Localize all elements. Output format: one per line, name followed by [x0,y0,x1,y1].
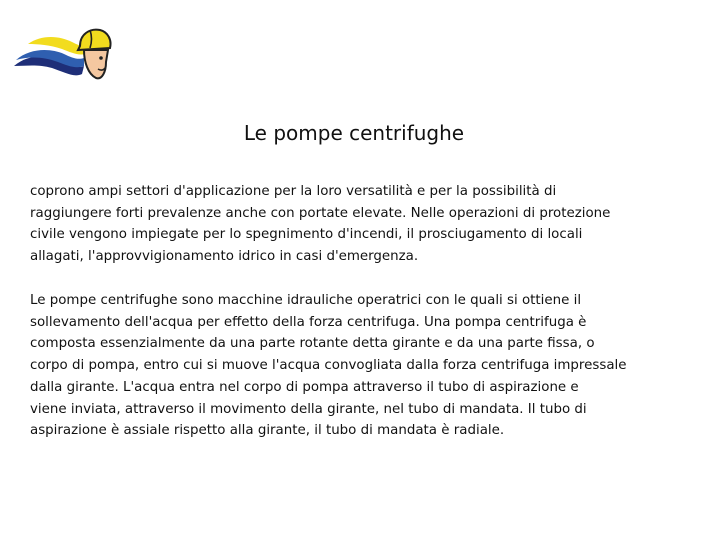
paragraph-line: composta essenzialmente da una parte rotante detta girante e da una parte fissa, o [30,336,595,352]
paragraph-line: allagati, l'approvvigionamento idrico in casi d'emergenza. [30,249,419,265]
paragraph-description [30,290,690,442]
paragraph-line: raggiungere forti prevalenze anche con portate elevate. Nelle operazioni di protezione [30,205,611,221]
paragraph-line: coprono ampi settori d'applicazione per la loro versatilità e per la possibilità di [30,184,557,199]
paragraph-intro [30,181,690,268]
slide-title: Le pompe centrifughe [243,121,465,145]
logo-graphic [8,22,112,86]
paragraph-line: viene inviata, attraverso il movimento della girante, nel tubo di mandata. Il tubo di [30,401,587,417]
paragraph-line: sollevamento dell'acqua per effetto della forza centrifuga. Una pompa centrifuga è [30,314,587,330]
logo-eye [99,56,103,60]
paragraph-line: corpo di pompa, entro cui si muove l'acqua convogliata dalla forza centrifuga impressale [30,358,627,374]
paragraph-line: dalla girante. L'acqua entra nel corpo di pompa attraverso il tubo di aspirazione e [30,379,579,395]
paragraph-line: civile vengono impiegate per lo spegnimento d'incendi, il prosciugamento di locali [30,227,583,243]
paragraph-line: aspirazione è assiale rispetto alla girante, il tubo di mandata è radiale. [30,423,505,439]
paragraph-line: Le pompe centrifughe sono macchine idrauliche operatrici con le quali si ottiene il [30,293,582,308]
logo-helmet [78,30,111,50]
logo-face [84,50,108,78]
helmet-wave-logo [8,22,112,86]
